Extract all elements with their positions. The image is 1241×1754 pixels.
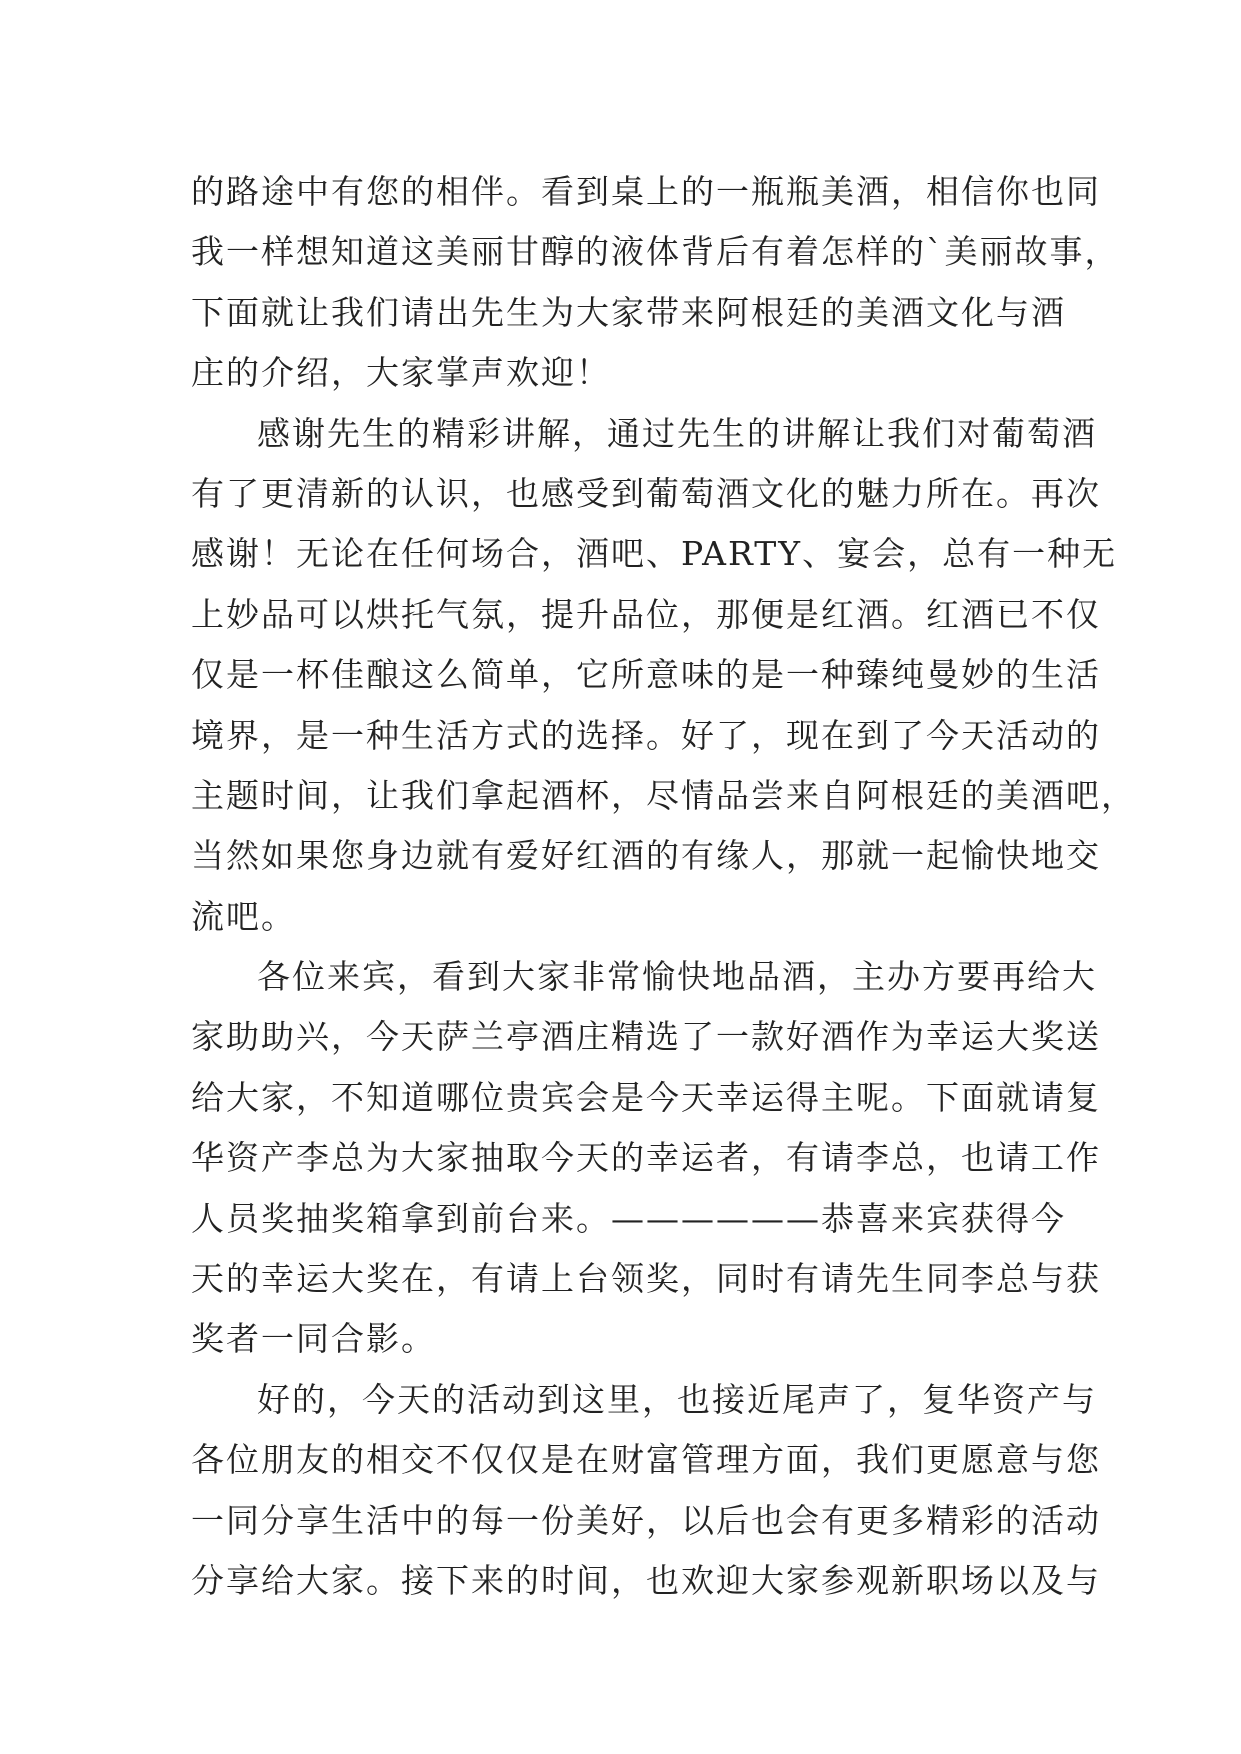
text-line: 我一样想知道这美丽甘醇的液体背后有着怎样的`美丽故事， <box>191 232 1120 272</box>
text-line: 境界，是一种生活方式的选择。好了，现在到了今天活动的 <box>191 715 1101 755</box>
paragraph-first-line: 各位来宾，看到大家非常愉快地品酒，主办方要再给大 <box>257 957 1097 997</box>
text-line: 各位朋友的相交不仅仅是在财富管理方面，我们更愿意与您 <box>191 1440 1101 1480</box>
text-line: 感谢！无论在任何场合，酒吧、PARTY、宴会，总有一种无 <box>191 534 1118 574</box>
text-line: 有了更清新的认识，也感受到葡萄酒文化的魅力所在。再次 <box>191 473 1101 513</box>
paragraph-first-line: 好的，今天的活动到这里，也接近尾声了，复华资产与 <box>257 1379 1097 1419</box>
text-line: 流吧。 <box>191 896 296 936</box>
text-line: 主题时间，让我们拿起酒杯，尽情品尝来自阿根廷的美酒吧， <box>191 775 1136 815</box>
text-line: 上妙品可以烘托气氛，提升品位，那便是红酒。红酒已不仅 <box>191 594 1101 634</box>
text-line: 庄的介绍，大家掌声欢迎！ <box>191 353 611 393</box>
text-line: 当然如果您身边就有爱好红酒的有缘人，那就一起愉快地交 <box>191 836 1101 876</box>
text-line: 天的幸运大奖在，有请上台领奖，同时有请先生同李总与获 <box>191 1259 1101 1299</box>
text-line: 华资产李总为大家抽取今天的幸运者，有请李总，也请工作 <box>191 1138 1101 1178</box>
text-line: 人员奖抽奖箱拿到前台来。——————恭喜来宾获得今 <box>191 1198 1066 1238</box>
text-line: 的路途中有您的相伴。看到桌上的一瓶瓶美酒，相信你也同 <box>191 172 1101 211</box>
text-line: 家助助兴，今天萨兰亭酒庄精选了一款好酒作为幸运大奖送 <box>191 1017 1101 1057</box>
document-body <box>191 162 1136 1611</box>
paragraph-first-line: 感谢先生的精彩讲解，通过先生的讲解让我们对葡萄酒 <box>257 413 1097 453</box>
text-line: 下面就让我们请出先生为大家带来阿根廷的美酒文化与酒 <box>191 292 1066 332</box>
text-line: 奖者一同合影。 <box>191 1319 436 1359</box>
text-line: 一同分享生活中的每一份美好，以后也会有更多精彩的活动 <box>191 1500 1101 1540</box>
text-line: 给大家，不知道哪位贵宾会是今天幸运得主呢。下面就请复 <box>191 1077 1101 1117</box>
text-line: 分享给大家。接下来的时间，也欢迎大家参观新职场以及与 <box>191 1560 1101 1600</box>
text-line: 仅是一杯佳酿这么简单，它所意味的是一种臻纯曼妙的生活 <box>191 655 1101 695</box>
